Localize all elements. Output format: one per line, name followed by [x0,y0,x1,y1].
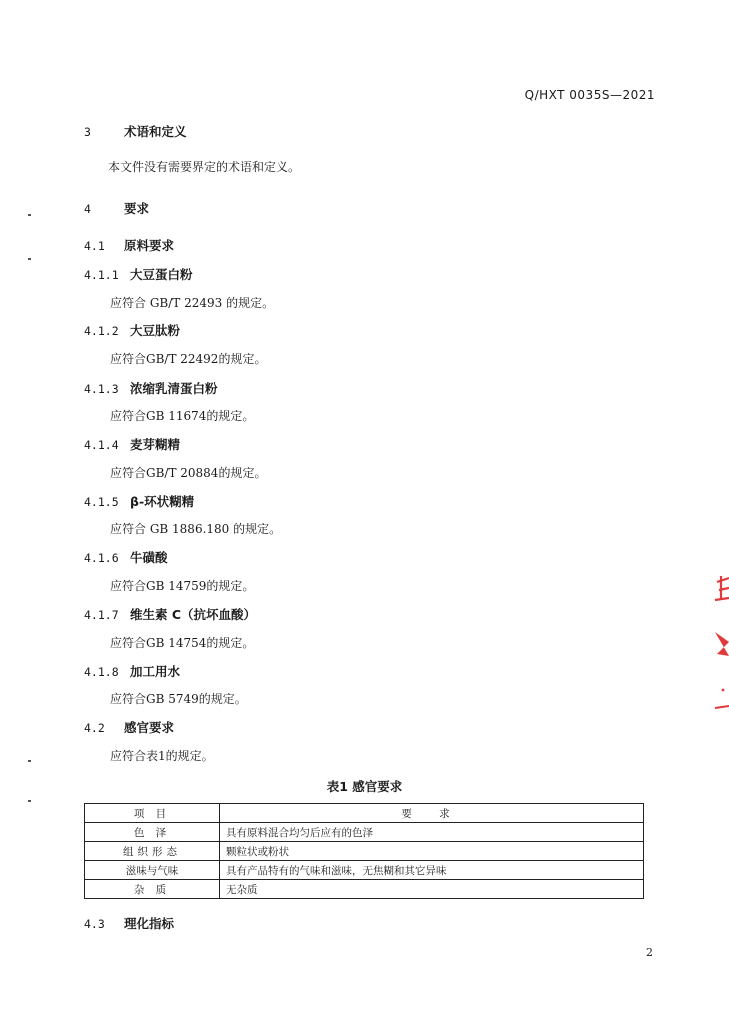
section-4-1-8-heading [84,662,180,680]
stamp-star-icon [715,632,729,656]
section-title: 要求 [124,201,150,216]
table-cell-item: 组织形态 [85,842,220,861]
table-row [85,880,644,899]
paragraph: 应符合GB 14759的规定。 [110,579,255,593]
section-4-1-2-heading [84,321,180,339]
section-number: 4.1 [84,239,105,253]
table-cell-requirement: 颗粒状或粉状 [220,842,644,861]
section-number: 4.1.1 [84,268,119,282]
scan-speck [28,800,31,802]
section-4-1-heading [84,236,174,254]
table-cell-requirement: 无杂质 [220,880,644,899]
paragraph: 应符合表1的规定。 [110,749,214,763]
section-number: 4.1.6 [84,551,119,565]
section-number: 3 [84,125,91,139]
table-header-cell: 项 目 [85,804,220,823]
section-4-1-3-heading [84,379,218,397]
table-cell-item: 滋味与气味 [85,861,220,880]
section-3-heading [84,122,187,140]
section-number: 4.1.4 [84,438,119,452]
section-number: 4 [84,202,91,216]
stamp-stroke [715,706,729,708]
section-4-3-heading [84,914,174,932]
section-title: 术语和定义 [124,124,187,139]
table-cell-item: 色 泽 [85,823,220,842]
paragraph: 应符合 GB 1886.180 的规定。 [110,522,282,536]
section-4-1-1-heading [84,265,193,283]
paragraph: 应符合GB/T 20884的规定。 [110,466,267,480]
section-4-1-4-heading [84,435,180,453]
section-title: 大豆肽粉 [130,323,181,338]
table-header-row [85,804,644,823]
section-title: 理化指标 [124,916,175,931]
page-number: 2 [646,946,653,959]
section-title: 牛磺酸 [130,550,168,565]
paragraph: 应符合GB 5749的规定。 [110,692,247,706]
section-number: 4.1.2 [84,324,119,338]
table-caption: 表1 感官要求 [326,779,403,794]
paragraph: 应符合GB 14754的规定。 [110,636,255,650]
table-row [85,823,644,842]
section-4-1-7-heading [84,605,256,623]
section-number: 4.1.8 [84,665,119,679]
seal-stamp-fragment [711,570,729,720]
section-title: 感官要求 [124,720,175,735]
table-cell-requirement: 具有产品特有的气味和滋味，无焦糊和其它异味 [220,861,644,880]
table-row [85,861,644,880]
sensory-requirements-table [84,803,644,899]
scan-speck [28,258,31,260]
section-title: 原料要求 [124,238,175,253]
section-title: 麦芽糊精 [130,437,181,452]
section-4-2-heading [84,718,174,736]
paragraph: 应符合GB/T 22492的规定。 [110,352,267,366]
section-number: 4.1.7 [84,608,119,622]
stamp-dot [722,689,725,692]
section-number: 4.1.5 [84,495,119,509]
paragraph: 应符合GB 11674的规定。 [110,409,255,423]
section-title: 浓缩乳清蛋白粉 [130,381,218,396]
section-title: β-环状糊精 [130,494,195,509]
section-number: 4.1.3 [84,382,119,396]
table-cell-item: 杂 质 [85,880,220,899]
paragraph: 本文件没有需要界定的术语和定义。 [108,160,301,174]
table-header-cell: 要 求 [220,804,644,823]
stamp-stroke [715,576,729,600]
section-title: 大豆蛋白粉 [130,267,193,282]
scan-speck [28,214,31,216]
section-number: 4.3 [84,917,105,931]
section-4-1-5-heading [84,492,194,510]
section-title: 加工用水 [130,664,181,679]
section-number: 4.2 [84,721,105,735]
section-4-heading [84,199,149,217]
table-cell-requirement: 具有原料混合均匀后应有的色泽 [220,823,644,842]
section-title: 维生素 C（抗坏血酸） [130,607,257,622]
section-4-1-6-heading [84,548,168,566]
paragraph: 应符合 GB/T 22493 的规定。 [110,296,275,310]
standard-code: Q/HXT 0035S—2021 [524,88,655,102]
scan-speck [28,760,31,762]
table-row [85,842,644,861]
